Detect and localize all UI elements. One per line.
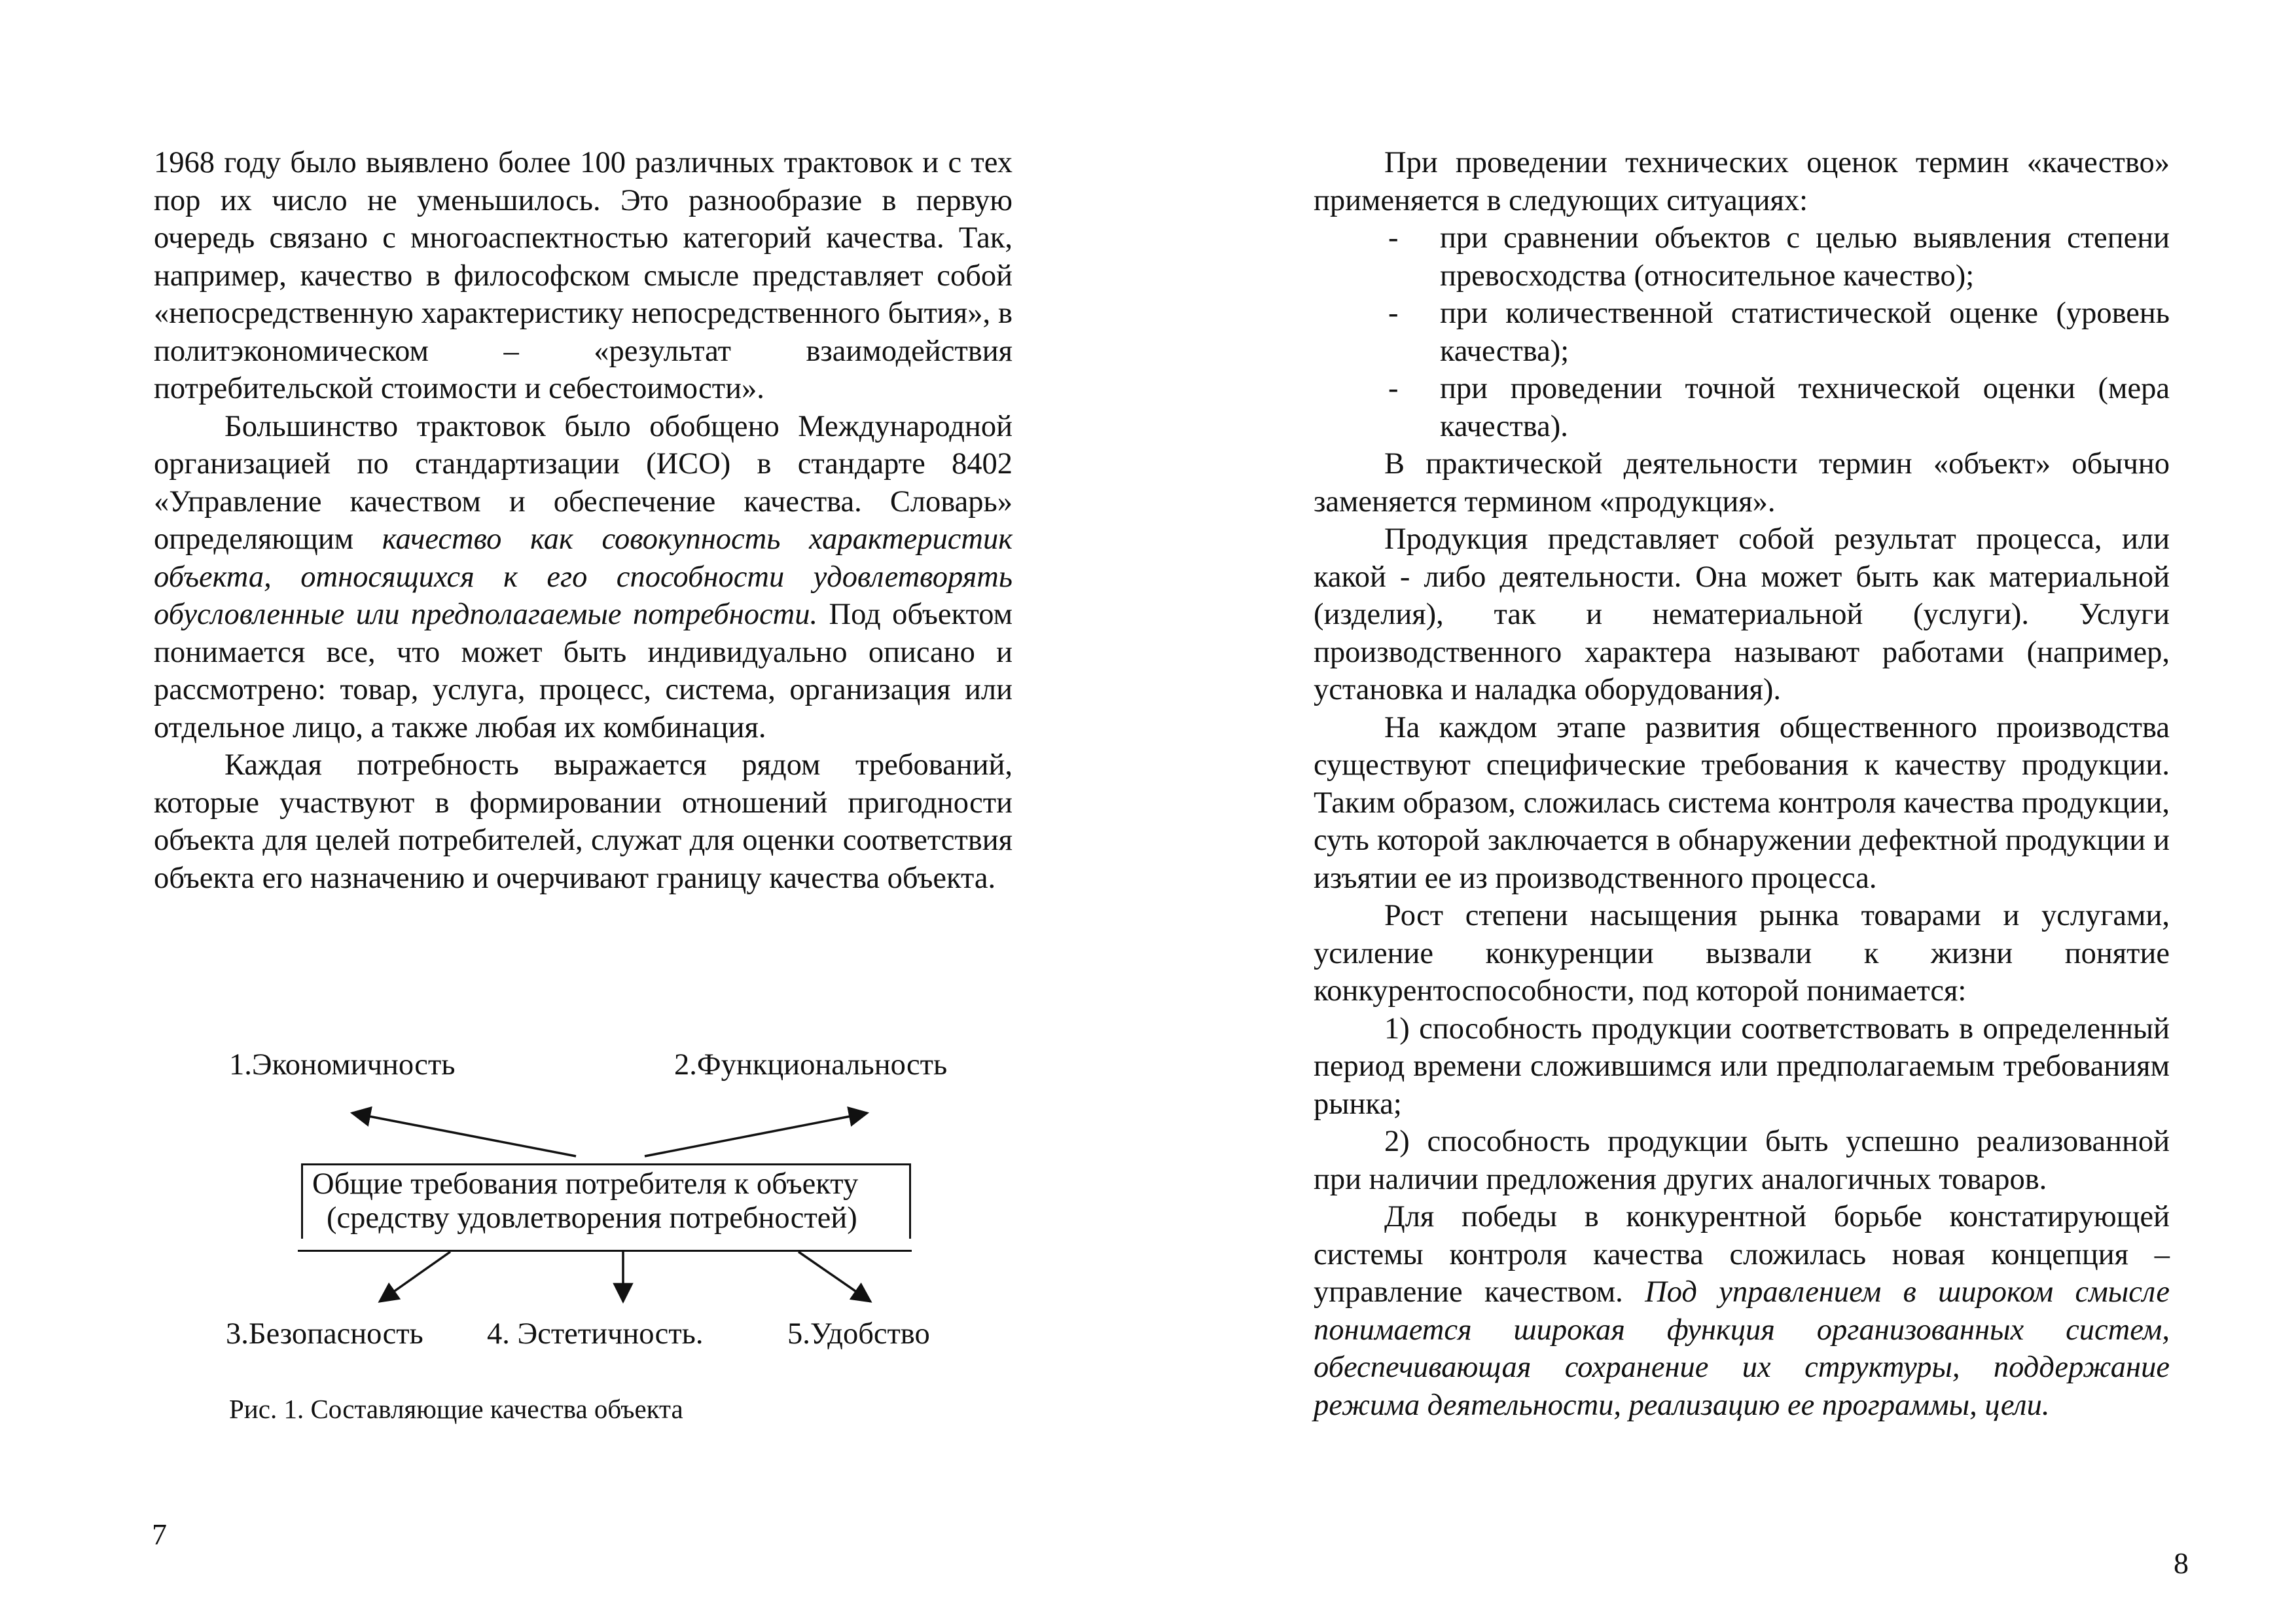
arrow-to-functionality xyxy=(645,1113,867,1156)
list-item xyxy=(1314,219,2170,295)
right-text-column xyxy=(1314,144,2170,1424)
paragraph-competitiveness-item-1: 1) способность продукции соответствовать в определенный период времени сложившимся или предполагаемым требованиям рынка; xyxy=(1314,1012,2170,1121)
figure-caption: Рис. 1. Составляющие качества объекта xyxy=(229,1394,683,1424)
quality-definition: качество как совокупность характеристик объекта, относящихся к его способности удовлетворять обусловленные или предполагаемые потребности. xyxy=(154,522,1013,631)
diagram-aesthetics-label: 4. Эстетичность. xyxy=(487,1317,704,1351)
list-dash: - xyxy=(1388,221,1399,255)
diagram-functionality-label: 2.Функциональность xyxy=(674,1048,948,1082)
list-item xyxy=(1314,370,2170,445)
management-text-start: Для победы в конкурентной борьбе констатирующей системы контроля качества сложилась новая концепция – управление качеством. xyxy=(1314,1200,2170,1309)
diagram-box-line1: Общие требования потребителя к объекту xyxy=(312,1167,859,1201)
paragraph-quality-control: На каждом этапе развития общественного производства существуют специфические требования к качеству продукции. Таким образом, сложилась система контроля качества продукции, суть которой заключается в обнаружении дефектной продукции и изъятии ее из производственного процесса. xyxy=(1314,710,2170,895)
diagram-economy-label: 1.Экономичность xyxy=(229,1048,456,1082)
paragraph-object-term: В практической деятельности термин «объект» обычно заменяется термином «продукция». xyxy=(1314,447,2170,519)
page-number-right: 8 xyxy=(2174,1546,2189,1580)
page-number-left: 7 xyxy=(152,1518,167,1551)
iso-text-end: Под объектом понимается все, что может быть индивидуально описано и рассмотрено: товар, услуга, процесс, система, организация или отдельное лицо, а также любая их комбинация. xyxy=(154,598,1013,744)
list-item xyxy=(1314,295,2170,370)
iso-text-start: Большинство трактовок было обобщено Международной организацией по стандартизации (ИСО) в стандарте 8402 «Управление качеством и обеспечение качества. Словарь» определяющим xyxy=(154,409,1013,556)
arrow-to-economy xyxy=(352,1113,576,1156)
paragraph-variety: 1968 году было выявлено более 100 различных трактовок и с тех пор их число не уменьшилось. Это разнообразие в первую очередь связано с многоаспектностью категорий качества. Так, например, качество в философском смысле представляет собой «непосредственную характеристику непосредственного бытия», в политэкономическом – «результат взаимодействия потребительской стоимости и себестоимости». xyxy=(154,146,1013,405)
diagram-safety-label: 3.Безопасность xyxy=(226,1317,423,1351)
paragraph-product: Продукция представляет собой результат процесса, или какой - либо деятельности. Она может быть как материальной (изделия), так и нематериальной (услуги). Услуги производственного характера называют работами (например, установка и наладка оборудования). xyxy=(1314,522,2170,706)
quality-usage-list xyxy=(1314,219,2170,445)
management-definition: Под управлением в широком смысле понимается широкая функция организованных систем, обеспечивающая сохранение их структуры, поддержание режима деятельности, реализацию ее программы, цели. xyxy=(1314,1275,2170,1422)
paragraph-competitiveness: Рост степени насыщения рынка товарами и услугами, усиление конкуренции вызвали к жизни понятие конкурентоспособности, под которой понимается: xyxy=(1314,899,2170,1008)
list-dash: - xyxy=(1388,297,1399,330)
list-item-text: при сравнении объектов с целью выявления степени превосходства (относительное качество); xyxy=(1440,221,2170,293)
right-page xyxy=(1148,0,2296,1623)
diagram-convenience-label: 5.Удобство xyxy=(787,1317,930,1351)
list-dash: - xyxy=(1388,372,1399,405)
list-item-text: при количественной статистической оценке (уровень качества); xyxy=(1440,297,2170,368)
arrow-to-convenience xyxy=(798,1252,870,1302)
paragraph-technical-assessment: При проведении технических оценок термин «качество» применяется в следующих ситуациях: xyxy=(1314,146,2170,217)
diagram-box-line2: (средству удовлетворения потребностей) xyxy=(327,1201,857,1235)
paragraph-requirements: Каждая потребность выражается рядом требований, которые участвуют в формировании отношений пригодности объекта для целей потребителей, служат для оценки соответствия объекта его назначению и очерчивают границу качества объекта. xyxy=(154,748,1013,895)
arrow-to-safety xyxy=(380,1252,450,1302)
list-item-text: при проведении точной технической оценки (мера качества). xyxy=(1440,372,2170,443)
paragraph-competitiveness-item-2: 2) способность продукции быть успешно реализованной при наличии предложения других аналогичных товаров. xyxy=(1314,1125,2170,1196)
paragraph-quality-management xyxy=(1314,1198,2170,1424)
